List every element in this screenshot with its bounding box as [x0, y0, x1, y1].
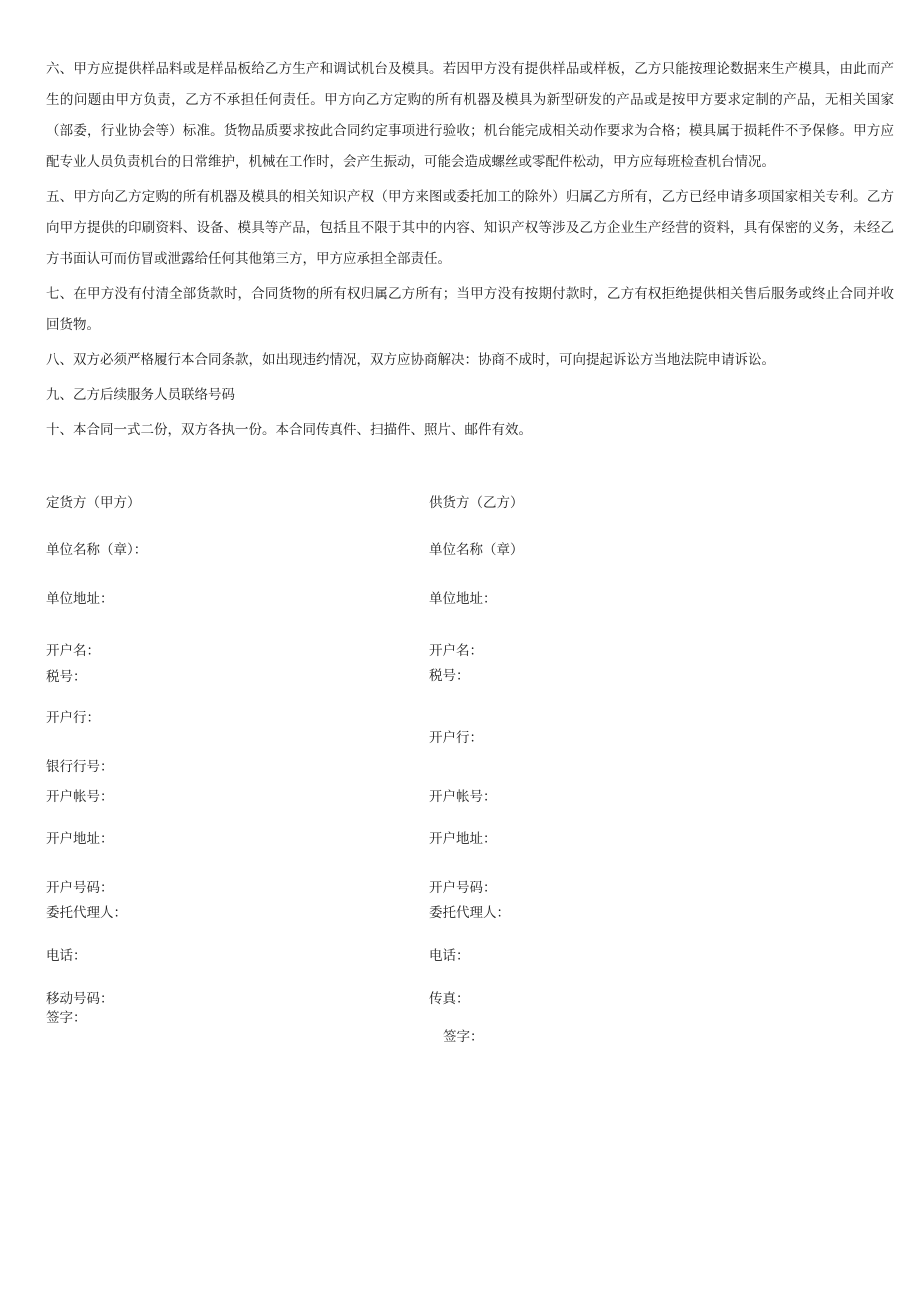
party-a-agent-label: 委托代理人： — [46, 905, 127, 921]
party-b-title: 供货方（乙方） — [429, 495, 524, 511]
party-a-unit-name-label: 单位名称（章）： — [46, 542, 148, 558]
party-b-fax-label: 传真： — [429, 991, 470, 1007]
party-b-agent-label: 委托代理人： — [429, 905, 510, 921]
party-b-unit-name-label: 单位名称（章） — [429, 542, 524, 558]
party-b-account-number-label: 开户号码： — [429, 880, 497, 896]
party-a-bank-label: 开户行： — [46, 710, 100, 726]
clause-8: 八、双方必须严格履行本合同条款，如出现违约情况，双方应协商解决：协商不成时，可向提起诉讼方当地法院申请诉讼。 — [46, 352, 775, 368]
party-b-tax-id-label: 税号： — [429, 668, 470, 684]
party-b-phone-label: 电话： — [429, 948, 470, 964]
clause-6: 六、甲方应提供样品料或是样品板给乙方生产和调试机台及模具。若因甲方没有提供样品或样板，乙方只能按理论数据来生产模具，由此而产生的问题由甲方负责，乙方不承担任何责任。甲方向乙方定购的所有机器及模具为新型研发的产品或是按甲方要求定制的产品，无相关国家（部委，行业协会等）标准。货物品质要求按此合同约定事项进行验收；机台能完成相关动作要求为合格；模具属于损耗件不予保修。甲方应配专业人员负责机台的日常维护，机械在工作时，会产生振动，可能会造成螺丝或零配件松动，甲方应每班检查机台情况。 — [46, 61, 894, 170]
party-a-title: 定货方（甲方） — [46, 495, 141, 511]
party-b-signature-label: 签字： — [443, 1029, 484, 1045]
party-a-unit-address-label: 单位地址： — [46, 591, 114, 607]
clause-9: 九、乙方后续服务人员联络号码 — [46, 387, 235, 403]
clause-5: 五、甲方向乙方定购的所有机器及模具的相关知识产权（甲方来图或委托加工的除外）归属乙方所有，乙方已经申请多项国家相关专利。乙方向甲方提供的印刷资料、设备、模具等产品，包括且不限于其中的内容、知识产权等涉及乙方企业生产经营的资料，具有保密的义务，未经乙方书面认可而仿冒或泄露给任何其他第三方，甲方应承担全部责任。 — [46, 189, 894, 267]
party-a-mobile-label: 移动号码： — [46, 991, 114, 1007]
party-a-account-number-label: 开户号码： — [46, 880, 114, 896]
party-a-phone-label: 电话： — [46, 948, 87, 964]
contract-clauses — [46, 54, 894, 450]
party-b-account-no-label: 开户帐号： — [429, 789, 497, 805]
clause-10: 十、本合同一式二份，双方各执一份。本合同传真件、扫描件、照片、邮件有效。 — [46, 422, 532, 438]
party-a-account-name-label: 开户名： — [46, 643, 100, 659]
party-a-bank-code-label: 银行行号： — [46, 759, 114, 775]
party-a-signature-label: 签字： — [46, 1010, 87, 1026]
party-a-account-no-label: 开户帐号： — [46, 789, 114, 805]
clause-7: 七、在甲方没有付清全部货款时，合同货物的所有权归属乙方所有；当甲方没有按期付款时，乙方有权拒绝提供相关售后服务或终止合同并收回货物。 — [46, 286, 894, 333]
party-b-account-address-label: 开户地址： — [429, 831, 497, 847]
party-a-tax-id-label: 税号： — [46, 669, 87, 685]
party-b-account-name-label: 开户名： — [429, 643, 483, 659]
party-b-bank-label: 开户行： — [429, 730, 483, 746]
party-a-account-address-label: 开户地址： — [46, 831, 114, 847]
party-b-unit-address-label: 单位地址： — [429, 591, 497, 607]
